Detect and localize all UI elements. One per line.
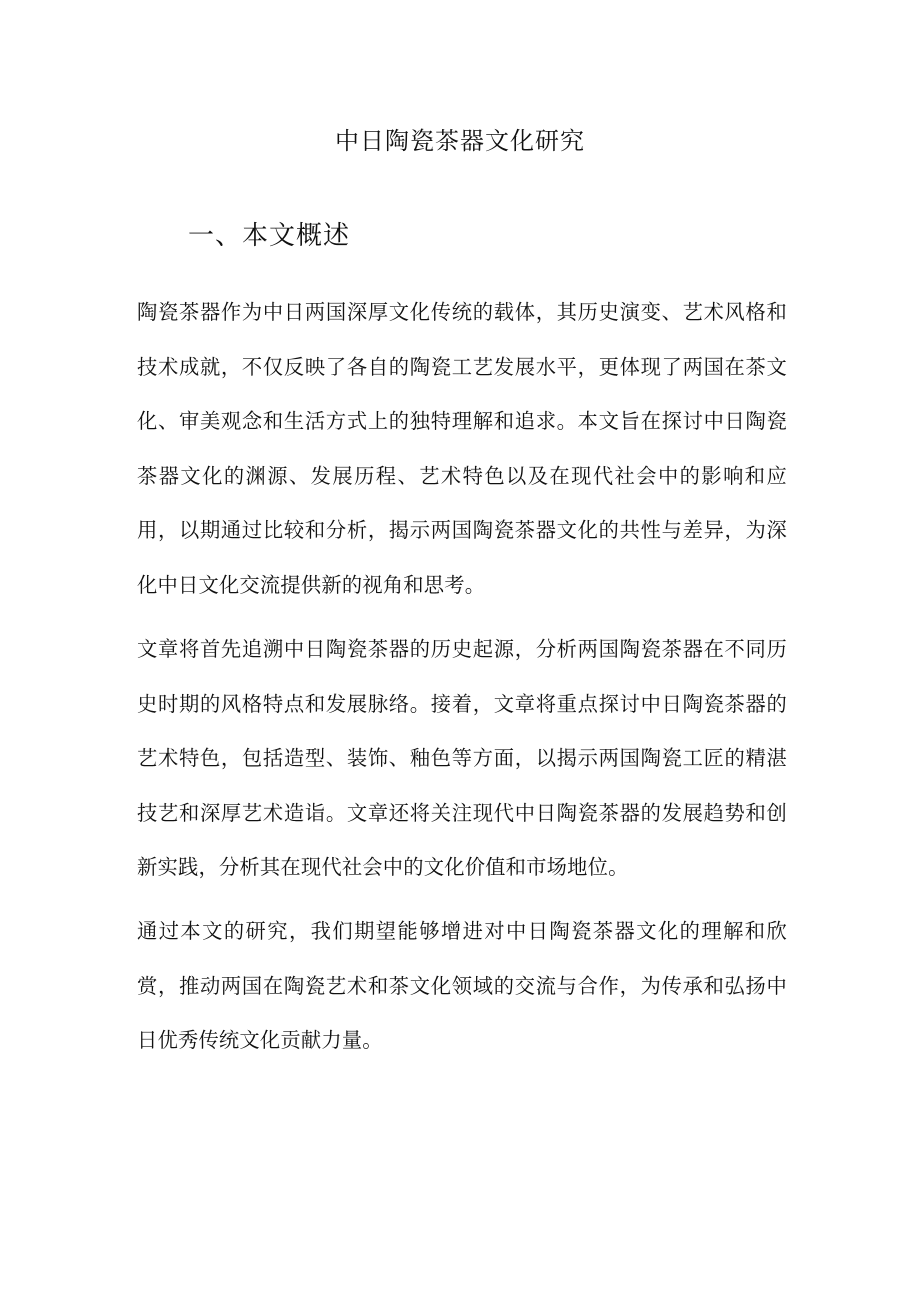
paragraph-structure: 文章将首先追溯中日陶瓷茶器的历史起源，分析两国陶瓷茶器在不同历史时期的风格特点和发展脉络。接着，文章将重点探讨中日陶瓷茶器的艺术特色，包括造型、装饰、釉色等方面，以揭示两国陶瓷工匠的精湛技艺和深厚艺术造诣。文章还将关注现代中日陶瓷茶器的发展趋势和创新实践，分析其在现代社会中的文化价值和市场地位。	[137, 637, 787, 879]
section-heading: 一、本文概述	[188, 221, 351, 251]
paragraph-overview: 陶瓷茶器作为中日两国深厚文化传统的载体，其历史演变、艺术风格和技术成就，不仅反映了各自的陶瓷工艺发展水平，更体现了两国在茶文化、审美观念和生活方式上的独特理解和追求。本文旨在探讨中日陶瓷茶器文化的渊源、发展历程、艺术特色以及在现代社会中的影响和应用，以期通过比较和分析，揭示两国陶瓷茶器文化的共性与差异，为深化中日文化交流提供新的视角和思考。	[137, 300, 787, 597]
document-title: 中日陶瓷茶器文化研究	[335, 127, 585, 155]
paragraph-purpose: 通过本文的研究，我们期望能够增进对中日陶瓷茶器文化的理解和欣赏，推动两国在陶瓷艺术和茶文化领域的交流与合作，为传承和弘扬中日优秀传统文化贡献力量。	[137, 919, 787, 1052]
